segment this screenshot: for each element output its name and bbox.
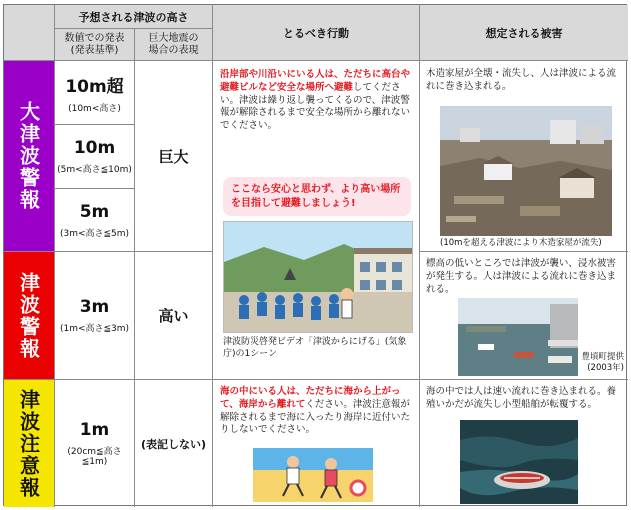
illustration-caption: 津波防災啓発ビデオ「津波からにげる」(気象庁)の1シーン [223,337,407,359]
action-warning-text [220,69,414,133]
expression-warning: 高い [135,252,213,380]
height-value: 10m [73,138,116,158]
header-tsunami-height: 予想される津波の高さ [55,5,213,29]
category-label: 津波警報 [16,271,41,360]
height-range: (3m<高さ≦5m) [59,228,130,239]
category-label: 津波注意報 [16,388,41,499]
height-cell [55,380,135,507]
header-damage: 想定される被害 [420,5,628,61]
action-advisory-highlight-2: 海岸から離れて [238,398,306,410]
evacuation-illustration [223,221,413,333]
height-value: 3m [79,297,110,317]
height-range: (1m<高さ≦3m) [59,324,130,334]
action-advisory-rest: ください。津波注意報が解除されるまで海に入ったり海岸に近付いたりしないでください。 [220,398,411,436]
beach-illustration [253,440,373,502]
expression-advisory: (表記しない) [135,380,213,507]
damage-cell-advisory [420,380,628,507]
action-advisory-text [220,386,415,437]
damage-cell-warning [420,252,628,380]
action-cell-warning [213,61,420,380]
photo-credit-provider: 豊頃町提供 [581,352,624,362]
height-cell [55,125,135,189]
photo-credit-year: (2003年) [587,363,624,374]
height-value: 5m [79,201,110,222]
category-major-tsunami-warning [4,61,55,252]
action-callout: ここなら安心と思わず、より高い場所を目指して避難しましょう! [223,177,411,216]
header-value-text: 数値での発表 (発表基準) [64,32,125,56]
action-advisory-highlight-1: 海の中にいる人は、ただちに海から上がって、 [220,386,401,410]
action-warning-rest: してください。津波は繰り返し襲ってくるので、津波警報が解除されるまで安全な場所から離れないでください。 [220,81,411,132]
damage-advisory-text: 海の中では人は速い流れに巻き込まれる。養殖いかだが流失し小型船舶が転覆する。 [426,386,617,410]
height-cell [55,189,135,252]
height-range: (5m<高さ≦10m) [57,165,132,175]
damage-major-caption: (10mを超える津波により木造家屋が流失) [440,238,602,248]
height-value: 1m [79,420,110,440]
destroyed-town-photo [440,106,612,236]
height-cell [55,252,135,380]
damage-warning-text: 標高の低いところでは津波が襲い、浸水被害が発生する。人は津波による流れに巻き込まれる。 [426,258,617,295]
header-expr-text: 巨大地震の 場合の表現 [148,32,199,56]
photo-credit [580,352,624,374]
height-cell [55,61,135,125]
flooded-harbor-photo [458,298,578,376]
height-range: (10m<高さ) [68,103,121,114]
action-warning-highlight: 沿岸部や川沿いにいる人は、ただちに高台や避難ビルなど安全な場所へ避難 [220,69,411,93]
tsunami-warning-table [3,4,627,506]
header-action: とるべき行動 [213,5,420,61]
capsized-boat-photo [460,420,578,504]
height-range: (20cm≦高さ≦1m) [67,447,122,467]
damage-cell-major [420,61,628,252]
header-value-announcement [55,29,135,61]
header-major-quake-expression [135,29,213,61]
category-tsunami-advisory [4,380,55,507]
height-value: 10m超 [65,76,124,97]
header-corner [4,5,55,61]
damage-major-text: 木造家屋が全壊・流失し、人は津波による流れに巻き込まれる。 [426,68,617,92]
category-label: 大津波警報 [16,101,41,211]
action-cell-advisory [213,380,420,507]
expression-major: 巨大 [135,61,213,252]
category-tsunami-warning [4,252,55,380]
